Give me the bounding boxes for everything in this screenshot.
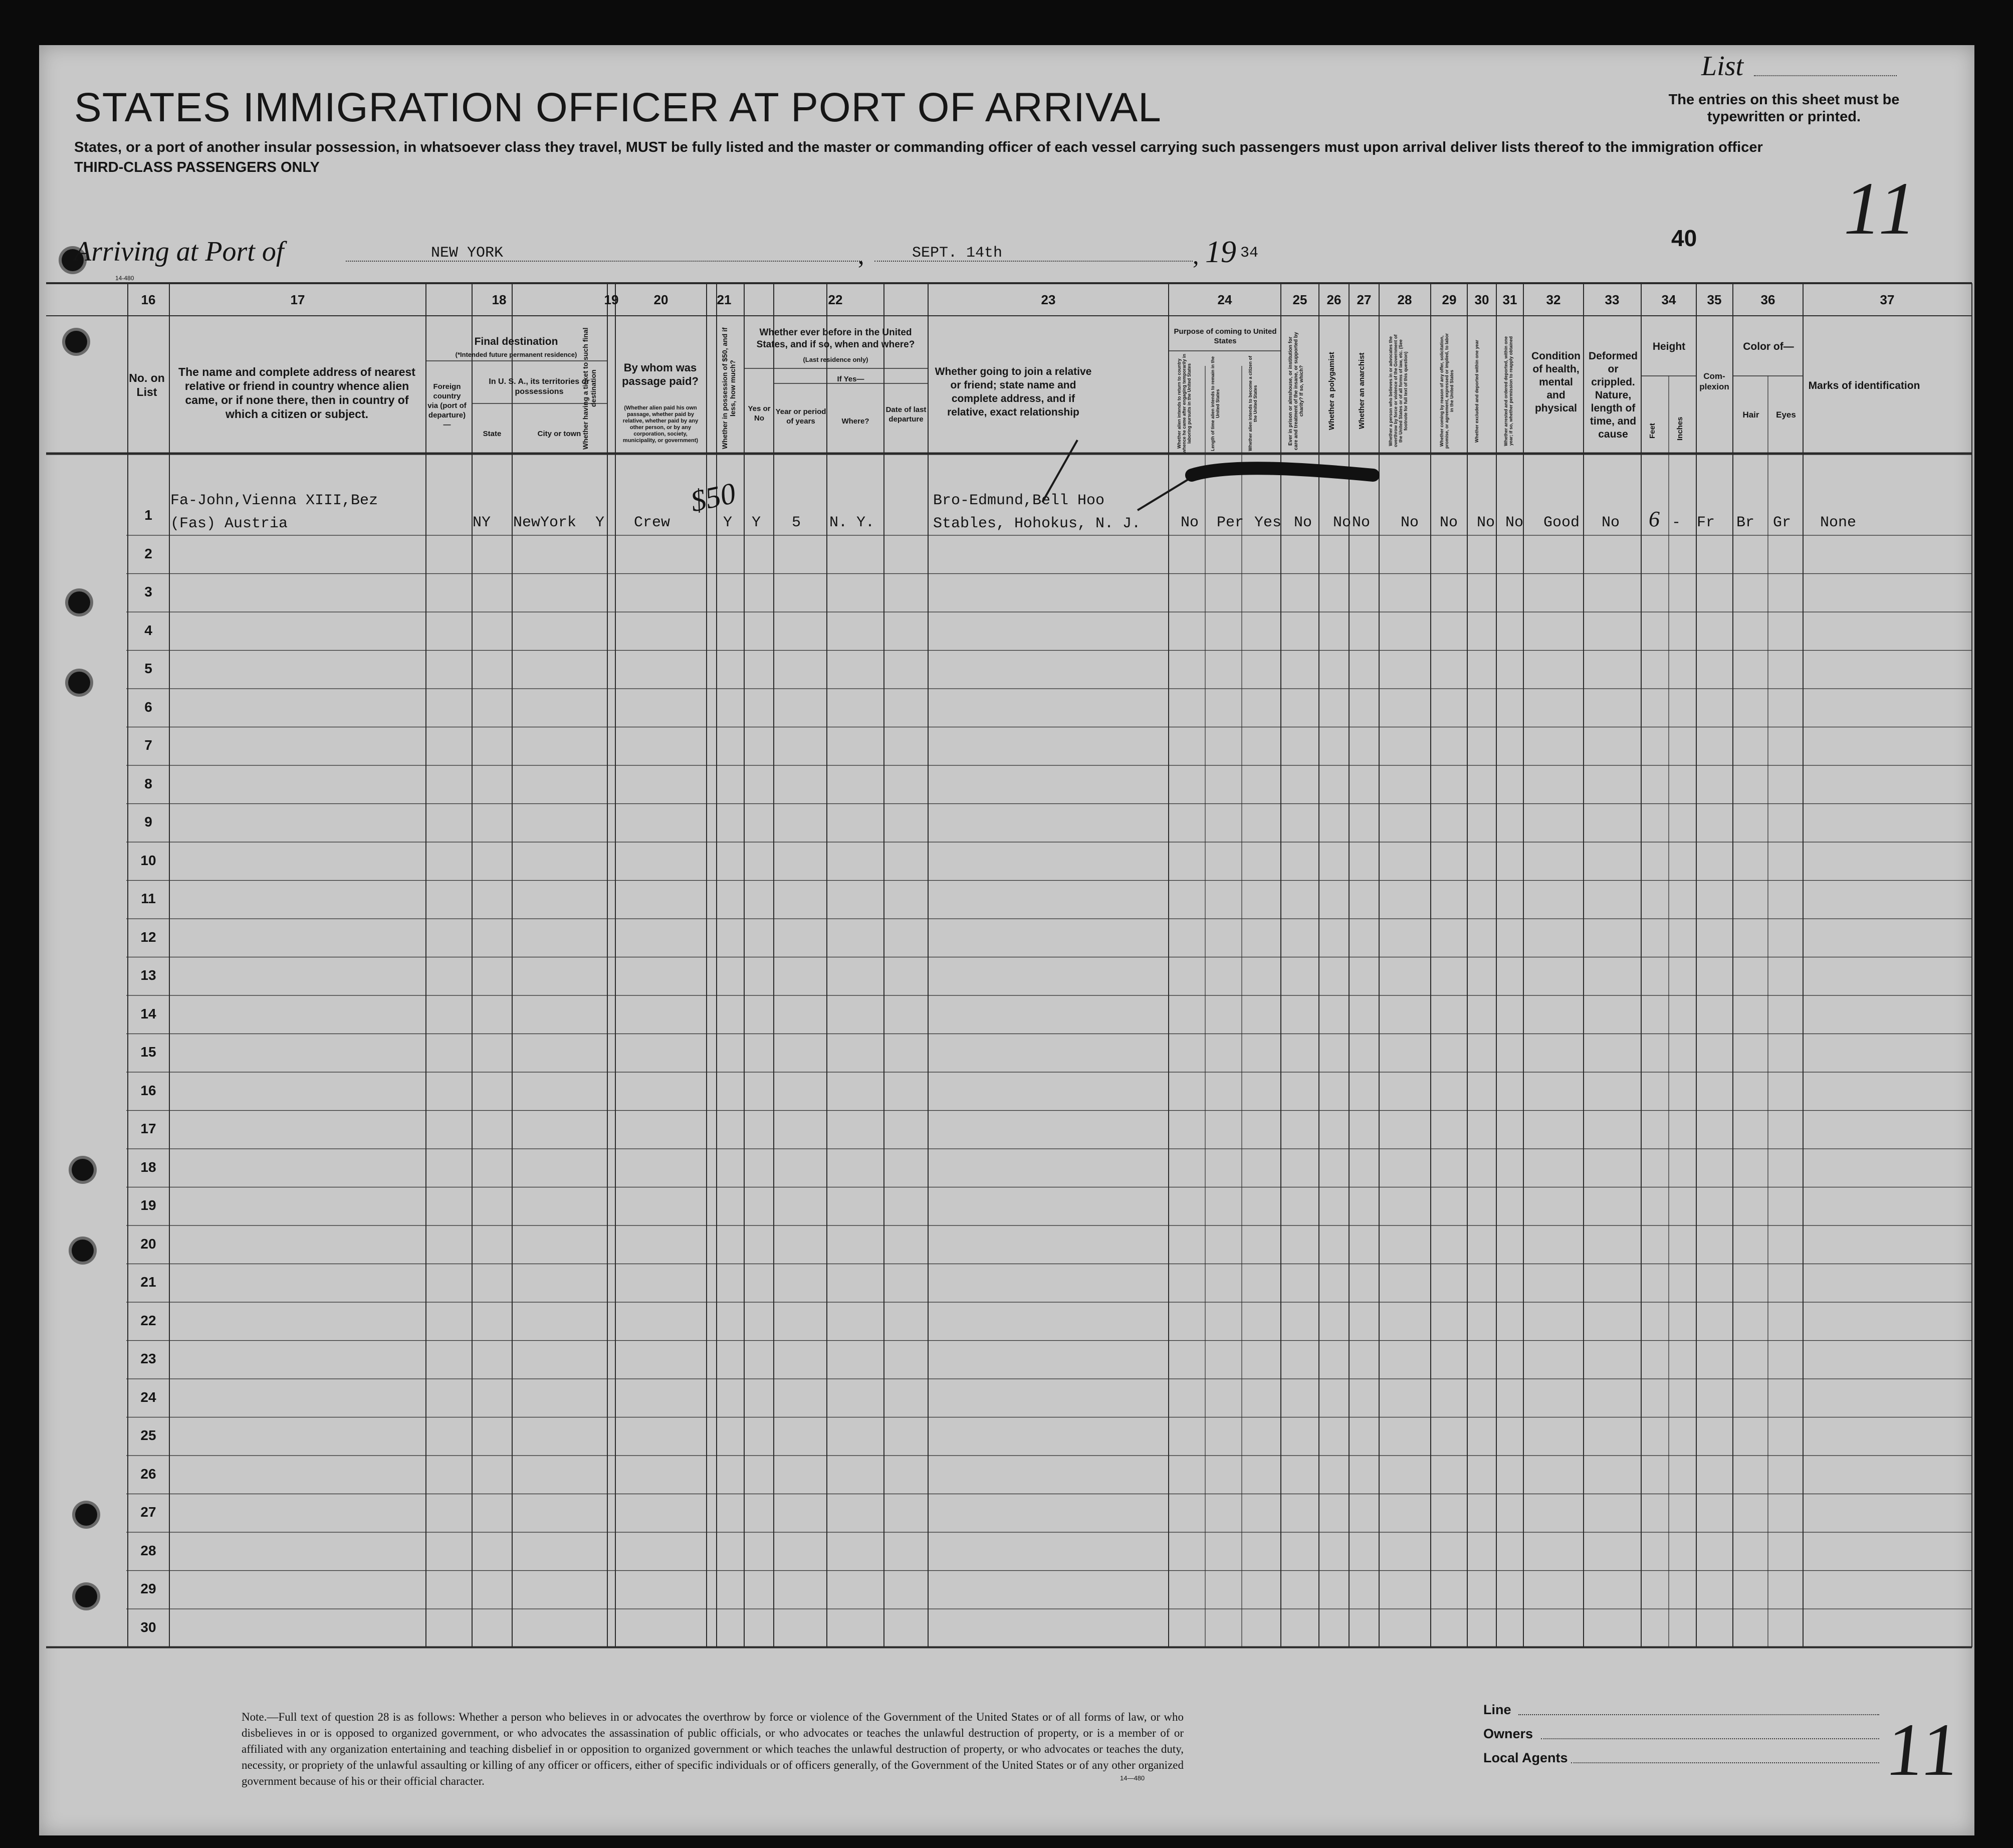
header-final-destination: Final destination	[474, 336, 558, 347]
footer-form-code: 14—480	[1120, 1774, 1145, 1782]
handwritten-mark-bottom: 11	[1882, 1708, 1964, 1791]
column-number: 16	[141, 292, 156, 307]
date-value: SEPT. 14th	[912, 245, 1003, 262]
column-number: 20	[653, 292, 668, 307]
header-passage-note: (Whether alien paid his own passage, whether paid by relative, whether paid by any other person, or by any corporation, society, municipality, or government)	[622, 405, 699, 444]
entries-note: The entries on this sheet must be typewritten or printed.	[1668, 92, 1900, 125]
column-number: 29	[1442, 292, 1457, 307]
header-if-yes: If Yes—	[837, 375, 864, 383]
row1-hair: Br	[1736, 514, 1755, 531]
row1-city: NewYork	[513, 514, 577, 531]
header-q28: Whether a person who believes in or advocates the overthrow by force or violence of the Government of the United States or of all forms of law, etc. (See footnote for full text of this question)	[1388, 334, 1408, 448]
header-eyes: Eyes	[1776, 410, 1796, 420]
row-number: 11	[141, 891, 156, 906]
row-number: 12	[140, 929, 156, 945]
row1-health: Good	[1543, 514, 1580, 531]
row-number: 30	[140, 1619, 156, 1635]
column-number: 25	[1292, 292, 1307, 307]
row1-joining-line1: Bro-Edmund,Bell Hoo	[933, 492, 1105, 509]
header-foreign-country: Foreign country via (port of departure)—	[427, 382, 467, 429]
header-prison: Ever in prison or almshouse, or institution for care and treatment of the insane, or supported by charity? If so, which?	[1288, 332, 1304, 450]
row1-complexion: Fr	[1697, 514, 1715, 531]
row-number: 7	[144, 737, 152, 753]
row1-q31: No	[1505, 514, 1524, 531]
column-number: 37	[1880, 292, 1895, 307]
header-polygamist: Whether a polygamist	[1327, 352, 1336, 430]
header-yes-no: Yes or No	[748, 404, 771, 423]
column-number: 22	[828, 292, 843, 307]
row-number: 9	[144, 814, 152, 830]
header-no-on-list: No. on List	[129, 371, 165, 398]
row1-period: 5	[792, 514, 801, 531]
form-code: 14-480	[115, 275, 134, 282]
header-anarchist: Whether an anarchist	[1358, 352, 1366, 430]
column-number: 36	[1760, 292, 1775, 307]
header-where: Where?	[841, 417, 869, 426]
row1-passage: Crew	[634, 514, 670, 531]
column-number: 17	[290, 292, 305, 307]
row-number: 15	[140, 1044, 156, 1060]
row-number: 1	[144, 507, 152, 523]
row-number: 24	[140, 1389, 156, 1405]
column-number: 32	[1546, 292, 1561, 307]
row-number: 27	[140, 1504, 156, 1520]
row1-q30: No	[1477, 514, 1495, 531]
instructions-line: States, or a port of another insular possession, in whatsoever class they travel, MUST be fully listed and the master or commanding officer of each vessel carrying such passengers must upon arrival deliver lists thereof to the immigration officer	[74, 139, 1763, 155]
handwritten-mark-top: 11	[1837, 167, 1924, 250]
year-prefix: 19	[1205, 235, 1236, 269]
header-usa: In U. S. A., its territories or possessions	[489, 377, 590, 396]
row1-marks: None	[1820, 514, 1857, 531]
row-number: 3	[144, 584, 152, 599]
row1-money-handwritten: $50	[688, 476, 739, 518]
local-agents-label: Local Agents	[1483, 1750, 1568, 1765]
row1-anarchist: No	[1352, 514, 1371, 531]
column-number: 34	[1661, 292, 1676, 307]
port-value: NEW YORK	[431, 245, 504, 262]
local-agents-field	[1571, 1762, 1879, 1763]
line-field	[1518, 1714, 1879, 1715]
header-q29: Whether coming by reason of any offer, solicitation, promise, or agreement, expressed or implied, to labor in the United States	[1439, 333, 1454, 449]
row1-relative-line1: Fa-John,Vienna XIII,Bez	[170, 492, 378, 509]
row1-ticket: Y	[595, 514, 605, 531]
header-relative: The name and complete address of nearest relative or friend in country whence alien came, or if none there, then in country of which a citizen or subject.	[178, 365, 415, 421]
header-hair: Hair	[1742, 410, 1759, 420]
sheet-number: 40	[1671, 225, 1697, 251]
column-number: 31	[1502, 292, 1517, 307]
row-number: 29	[140, 1581, 156, 1596]
list-label: List	[1701, 51, 1744, 82]
header-inches: Inches	[1676, 417, 1684, 441]
row-number: 8	[144, 775, 152, 791]
row1-polygamist: No	[1333, 514, 1352, 531]
row-number: 23	[140, 1351, 156, 1366]
header-purpose: Purpose of coming to United States	[1174, 327, 1277, 345]
footnote-q28: Note.—Full text of question 28 is as follows: Whether a person who believes in or advocates the overthrow by force or violence of the Government of the United States or of all forms of law, or who disbelieves in or is opposed to organized government, or who advocates the assassination of public officials, or who advocates or teaches the unlawful destruction of property, or is a member of or affiliated with any organization entertaining and teaching disbelief in or opposition to organized government or which teaches the unlawful destruction of property, or who advocates or teaches the duty, necessity, or propriety of the unlawful assaulting or killing of any officer or officers, either of specific individuals or of officers generally, of the Government of the United States or of any other organized government because of his or their official character.	[242, 1711, 1184, 1787]
owners-field	[1541, 1738, 1879, 1739]
column-number: 23	[1041, 292, 1056, 307]
row1-purpose-c: Yes	[1254, 514, 1282, 531]
row1-q29: No	[1440, 514, 1458, 531]
row-number: 22	[140, 1312, 156, 1328]
header-before: Whether ever before in the United States, and if so, when and where?	[756, 327, 915, 350]
row-number: 5	[144, 661, 152, 676]
header-marks: Marks of identification	[1808, 380, 1920, 391]
passenger-class-line: THIRD-CLASS PASSENGERS ONLY	[74, 159, 320, 175]
line-label: Line	[1483, 1702, 1511, 1717]
row-number: 14	[140, 1005, 156, 1021]
row-number: 28	[140, 1542, 156, 1558]
header-feet: Feet	[1648, 423, 1657, 439]
row-number: 2	[144, 545, 152, 561]
column-number: 30	[1474, 292, 1489, 307]
row1-q28: No	[1401, 514, 1419, 531]
row-number: 19	[140, 1197, 156, 1213]
row1-joining-line2: Stables, Hohokus, N. J.	[933, 515, 1141, 532]
header-city: City or town	[537, 430, 581, 438]
header-passage: By whom was passage paid?	[622, 361, 699, 387]
header-money: Whether in possession of $50, and if less, how much?	[721, 327, 737, 450]
column-number: 18	[492, 292, 507, 307]
header-joining: Whether going to join a relative or friend; state name and complete address, and if relative, exact relationship	[935, 366, 1092, 418]
row-number: 26	[140, 1466, 156, 1482]
header-departure: Date of last departure	[885, 405, 927, 424]
column-number: 21	[717, 292, 732, 307]
row1-deformed: No	[1602, 514, 1620, 531]
column-number: 33	[1605, 292, 1620, 307]
row-number: 21	[140, 1274, 156, 1290]
header-purpose-c: Whether alien intends to become a citizen of the United States	[1248, 355, 1258, 452]
row1-where: N. Y.	[829, 514, 875, 531]
header-health: Condition of health, mental and physical	[1531, 350, 1581, 414]
row1-eyes: Gr	[1773, 514, 1792, 531]
header-color: Color of—	[1743, 341, 1794, 352]
row1-feet: 6	[1649, 507, 1660, 531]
row-number: 20	[140, 1236, 156, 1252]
row-number: 6	[144, 699, 152, 715]
row1-inches: -	[1672, 514, 1681, 531]
header-q30: Whether excluded and deported within one year	[1474, 339, 1479, 443]
row-number: 16	[140, 1082, 156, 1098]
header-height: Height	[1652, 341, 1686, 352]
row1-prison: No	[1294, 514, 1312, 531]
header-q31: Whether arrested and ordered deported, within one year; if so, whether permission to reapply obtained	[1503, 336, 1513, 446]
row1-state: NY	[473, 514, 491, 531]
row1-money: Y	[723, 514, 733, 531]
column-number: 27	[1357, 292, 1372, 307]
header-deformed: Deformed or crippled. Nature, length of time, and cause	[1588, 350, 1638, 440]
row1-relative-line2: (Fas) Austria	[170, 515, 288, 532]
row-number: 10	[140, 852, 156, 868]
header-before-note: (Last residence only)	[803, 356, 868, 363]
row1-before: Y	[752, 514, 761, 531]
row-number: 13	[140, 967, 156, 983]
row1-purpose-b: Per	[1217, 514, 1244, 531]
header-purpose-a: Whether alien intends to return to country whence he came after engaging temporarily in laboring pursuits in the United States	[1177, 353, 1192, 454]
column-number: 26	[1326, 292, 1341, 307]
header-complexion: Com-plexion	[1699, 371, 1729, 391]
row-number: 4	[144, 622, 152, 638]
header-final-destination-note: (*Intended future permanent residence)	[455, 351, 577, 358]
header-state: State	[483, 430, 502, 438]
column-number: 24	[1217, 292, 1232, 307]
arriving-label: Arriving at Port of	[74, 236, 284, 267]
row-number: 25	[140, 1427, 156, 1443]
owners-label: Owners	[1483, 1726, 1533, 1741]
column-number: 35	[1707, 292, 1722, 307]
page-title: STATES IMMIGRATION OFFICER AT PORT OF ARRIVAL	[74, 85, 1162, 130]
header-period: Year or period of years	[775, 407, 826, 426]
row-number: 18	[140, 1159, 156, 1175]
column-number: 28	[1397, 292, 1412, 307]
header-purpose-b: Length of time alien intends to remain in the United States	[1210, 356, 1220, 451]
column-number: 19	[604, 292, 619, 307]
year-suffix: 34	[1240, 245, 1259, 262]
row-number: 17	[140, 1121, 156, 1136]
row1-purpose-a: No	[1181, 514, 1199, 531]
